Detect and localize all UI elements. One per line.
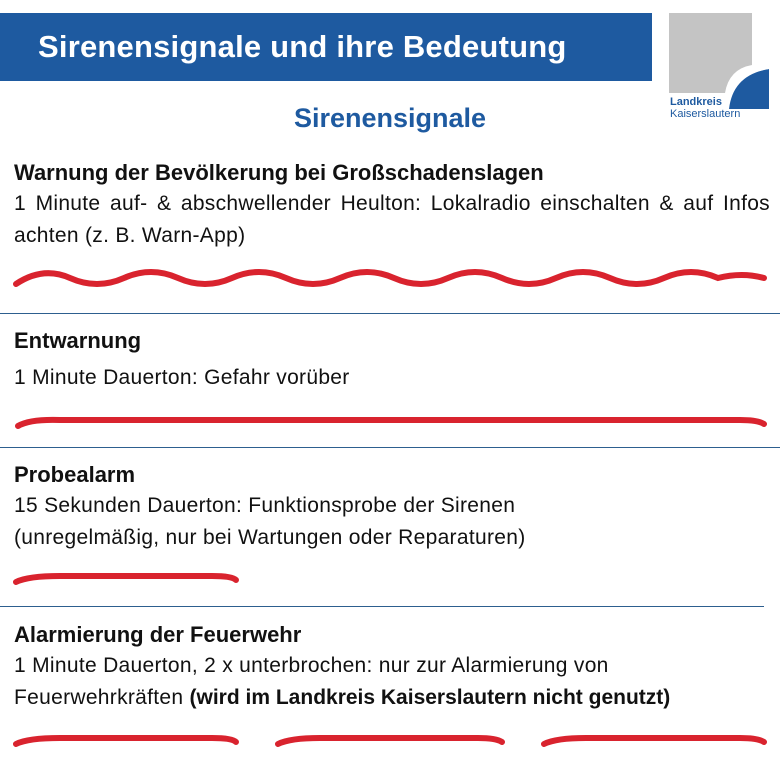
logo-text-kaiserslautern: Kaiserslautern [670, 108, 741, 120]
section-text-bold-note: (wird im Landkreis Kaiserslautern nicht genutzt) [189, 686, 671, 709]
section-feuerwehr [14, 622, 770, 714]
page-title: Sirenensignale und ihre Bedeutung [38, 29, 567, 64]
logo-text-landkreis: Landkreis [670, 96, 722, 108]
section-text: 15 Sekunden Dauerton: Funktionsprobe der Sirenen (unregelmäßig, nur bei Wartungen oder Reparaturen) [14, 494, 526, 549]
section-heading: Alarmierung der Feuerwehr [14, 622, 302, 647]
landkreis-kaiserslautern-logo-icon [669, 13, 769, 109]
section-heading: Probealarm [14, 462, 136, 487]
section-text [14, 650, 734, 714]
section-text: 1 Minute Dauerton: Gefahr vorüber [14, 366, 350, 389]
section-warnung [14, 160, 770, 252]
interrupted-line-signal-icon [0, 730, 780, 754]
section-entwarnung [14, 328, 770, 394]
section-heading: Warnung der Bevölkerung bei Großschadenslagen [14, 160, 544, 185]
section-text-regular: 1 Minute Dauerton, 2 x unterbrochen: nur zur Alarmierung von Feuerwehrkräften [14, 654, 609, 709]
wavy-line-signal-icon [0, 262, 780, 302]
section-divider [0, 313, 780, 314]
continuous-line-signal-icon [0, 410, 780, 434]
section-divider [0, 447, 780, 448]
section-divider [0, 606, 764, 607]
section-subtitle: Sirenensignale [293, 103, 487, 133]
section-probealarm [14, 462, 770, 554]
section-heading: Entwarnung [14, 328, 142, 353]
title-bar [0, 13, 652, 81]
short-line-signal-icon [0, 568, 260, 592]
section-text: 1 Minute auf- & abschwellender Heulton: Lokalradio einschalten & auf Infos achten (z. B. Warn-App) [14, 192, 770, 247]
